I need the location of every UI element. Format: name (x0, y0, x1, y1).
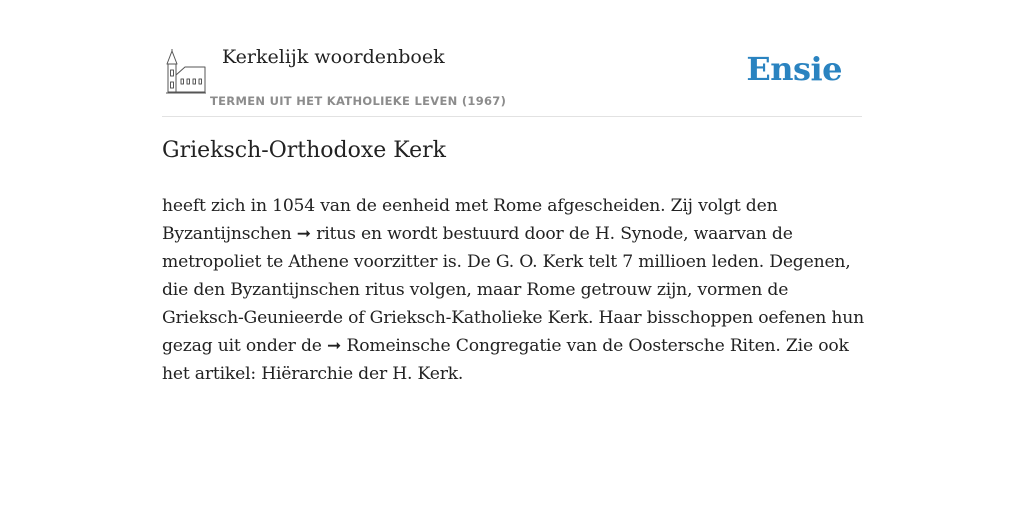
entry-line-4: die den Byzantijnschen ritus volgen, maar Rome getrouw zijn, vormen de (162, 280, 789, 300)
church-icon (165, 49, 207, 95)
entry-text-segment: Romeinsche Congregatie van de Oostersche Riten. Zie ook (341, 336, 849, 356)
dictionary-title[interactable]: Kerkelijk woordenboek (222, 46, 445, 68)
dictionary-header (162, 40, 862, 117)
cross-reference-arrow[interactable]: ➞ (296, 224, 311, 244)
entry-line-3: metropoliet te Athene voorzitter is. De G. O. Kerk telt 7 millioen leden. Degenen, (162, 252, 851, 272)
entry-title: Grieksch-Orthodoxe Kerk (162, 138, 446, 163)
entry-text-segment: ritus en wordt bestuurd door de H. Synode, waarvan de (310, 224, 793, 244)
entry-text-segment: gezag uit onder de (162, 336, 327, 356)
ensie-logo-link[interactable]: Ensie (746, 50, 842, 88)
entry-line-7: het artikel: Hiërarchie der H. Kerk. (162, 364, 464, 384)
entry-text-segment: Byzantijnschen (162, 224, 297, 244)
cross-reference-arrow[interactable]: ➞ (327, 336, 342, 356)
entry-line-2 (162, 220, 862, 248)
entry-line-5: Grieksch-Geunieerde of Grieksch-Katholieke Kerk. Haar bisschoppen oefenen hun (162, 308, 865, 328)
entry-body (162, 192, 865, 388)
entry-line-6 (162, 332, 862, 360)
entry-line-1: heeft zich in 1054 van de eenheid met Rome afgescheiden. Zij volgt den (162, 196, 778, 216)
dictionary-subtitle: TERMEN UIT HET KATHOLIEKE LEVEN (1967) (210, 94, 507, 108)
